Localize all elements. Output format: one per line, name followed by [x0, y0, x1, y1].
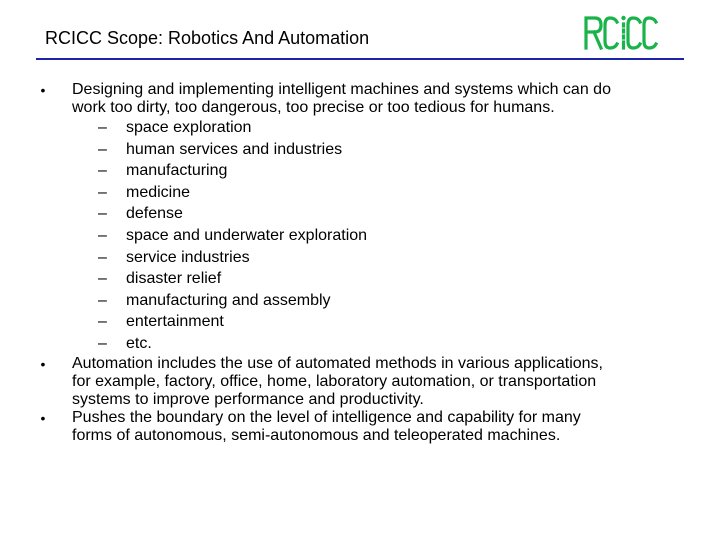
- sub-bullet-text: entertainment: [126, 313, 224, 331]
- sub-bullet-text: defense: [126, 205, 183, 223]
- sub-bullet-text: manufacturing and assembly: [126, 291, 331, 309]
- sub-bullet-item: [72, 160, 696, 182]
- bullet-marker: •: [40, 355, 46, 372]
- sub-bullet-text: space and underwater exploration: [126, 226, 368, 244]
- bullet-item: [36, 355, 696, 409]
- rcicc-logo: [582, 12, 658, 52]
- rcicc-logo-graphic: [582, 12, 658, 52]
- sub-bullet-item: [72, 225, 696, 247]
- bullet-text: Automation includes the use of automated methods in various applications, for example, factory, office, home, laboratory automation, or transportation systems to improve performance and productivity.: [72, 354, 603, 408]
- sub-bullet-text: service industries: [126, 248, 250, 266]
- sub-bullet-text: etc.: [126, 334, 152, 352]
- sub-bullet-item: [72, 268, 696, 290]
- dash-marker: –: [98, 183, 107, 201]
- sub-bullet-text: manufacturing: [126, 162, 228, 180]
- sub-bullet-item: [72, 290, 696, 312]
- sub-bullet-item: [72, 333, 696, 355]
- dash-marker: –: [98, 226, 107, 244]
- bullet-text: Pushes the boundary on the level of intelligence and capability for many forms of autonomous, semi-autonomous and teleoperated machines.: [72, 408, 581, 444]
- sub-bullet-item: [72, 139, 696, 161]
- dash-marker: –: [98, 334, 107, 352]
- dash-marker: –: [98, 248, 107, 266]
- dash-marker: –: [98, 205, 107, 223]
- dash-marker: –: [98, 270, 107, 288]
- bullet-item: [36, 409, 696, 445]
- sub-bullet-item: [72, 203, 696, 225]
- slide-title: RCICC Scope: Robotics And Automation: [45, 28, 370, 48]
- sub-bullet-text: disaster relief: [126, 270, 222, 288]
- dash-marker: –: [98, 162, 107, 180]
- sub-bullet-item: [72, 117, 696, 139]
- sub-bullet-text: medicine: [126, 183, 191, 201]
- bullet-item: [36, 81, 696, 355]
- slide-content: [36, 81, 696, 445]
- bullet-marker: •: [40, 409, 46, 426]
- dash-marker: –: [98, 313, 107, 331]
- dash-marker: –: [98, 140, 107, 158]
- dash-marker: –: [98, 119, 107, 136]
- sub-bullet-text: space exploration: [126, 119, 252, 136]
- bullet-marker: •: [40, 82, 46, 98]
- sub-bullet-text: human services and industries: [126, 140, 343, 158]
- bullet-text: Designing and implementing intelligent machines and systems which can do work too dirty, too dangerous, too precise or too tedious for humans.: [72, 81, 611, 116]
- title-divider: [36, 58, 684, 60]
- sub-bullet-item: [72, 182, 696, 204]
- sub-bullet-item: [72, 311, 696, 333]
- sub-bullet-item: [72, 247, 696, 269]
- dash-marker: –: [98, 291, 107, 309]
- sub-bullet-list: [72, 117, 696, 355]
